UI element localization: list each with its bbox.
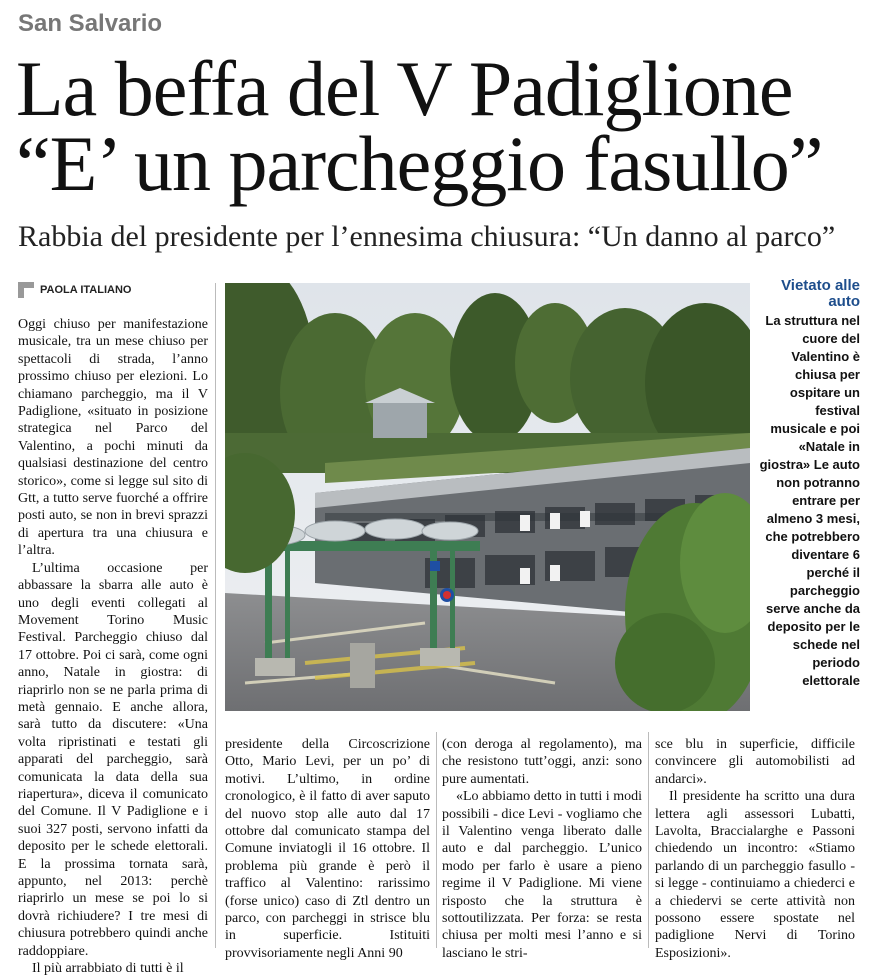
author-name: PAOLA ITALIANO: [40, 284, 132, 296]
article-column-2: [225, 736, 430, 962]
headline-line-2: “E’ un parcheggio fasullo”: [16, 120, 823, 207]
article-column-1: [18, 316, 208, 977]
subheadline: Rabbia del presidente per l’ennesima chiusura: “Un danno al parco”: [18, 220, 836, 253]
article-paragraph: «Lo abbiamo detto in tutti i modi possibili - dice Levi - vogliamo che il Valentino venga liberato dalle auto e dal parcheggio. L’unico modo per farlo è usare a pieno regime il V Padiglione. Mi viene risposto che la struttura è sottoutilizzata. Per forza: se resta chiusa per molti mesi l’anno e si lasciano le stri-: [442, 789, 642, 961]
article-paragraph: Il più arrabbiato di tutti è il: [32, 961, 184, 977]
section-kicker: San Salvario: [18, 10, 163, 37]
byline: [18, 282, 131, 298]
article-paragraph: Il presidente ha scritto una dura lettera agli assessori Lubatti, Lavolta, Braccialarghe e Passoni chiedendo un incontro: «Stiamo parlando di un parcheggio fasullo - si legge - continuiamo a chiederci e a chiedervi se certe attività non possono essere spostate nel padiglione Nervi di Torino Esposizioni».: [655, 789, 855, 961]
byline-corner-icon: [18, 282, 34, 298]
article-column-3: [442, 736, 642, 962]
article-paragraph: sce blu in superficie, difficile convincere gli automobilisti ad andarci».: [655, 737, 855, 787]
article-paragraph: L’ultima occasione per abbassare la sbarra alle auto è uno degli eventi collegati al Movement Torino Music Festival. Parcheggio chiuso dal 17 ottobre. Poi ci sarà, come ogni anno, Natale in giostra: di riaprirlo non se ne parla prima di metà gennaio. E anche allora, sarà tutto da discutere: «Una volta ripristinati e testati gli apparati del parcheggio, sarà comunicata la data della sua riapertura», diceva il comunicato del Comune. Il V Padiglione e i suoi 327 posti, servono infatti da deposito per le schede elettorali. E la prossima tornata sarà, appunto, nel 2013: perchè riaprirlo un mese se poi lo si dovrà richiudere? I tre mesi di chiusura potrebbero quindi anche raddoppiare.: [18, 560, 208, 959]
column-divider: [436, 732, 437, 948]
article-paragraph: (con deroga al regolamento), ma che resistono tutt’oggi, anzi: sono pure aumentati.: [442, 737, 642, 787]
article-paragraph: Oggi chiuso per manifestazione musicale, tra un mese chiuso per spettacoli di strada, l’anno prossimo chiuso per elezioni. Lo chiamano parcheggio, ma il V Padiglione, «situato in posizione strategica nel Parco del Valentino, a pochi minuti da qualsiasi destinazione del centro storico», come si legge sul sito di Gtt, a tutto serve fuorché a offrire posti auto, se non in brevi sprazzi di apertura tra una chiusura e l’altra.: [18, 317, 208, 559]
column-divider: [648, 732, 649, 948]
column-divider: [215, 283, 216, 948]
photo-caption: [758, 278, 860, 690]
caption-title: Vietato alle auto: [781, 277, 860, 310]
article-column-4: [655, 736, 855, 962]
headline-line-1: La beffa del V Padiglione: [16, 45, 793, 132]
parking-photo: [225, 283, 750, 711]
article-paragraph: presidente della Circoscrizione Otto, Mario Levi, per un po’ di motivi. L’ultimo, in ordine cronologico, è il fatto di aver saputo del nuovo stop alle auto dal 17 ottobre dal comunicato stampa del Comune inviatogli il 16 ottobre. Il problema più grande è però il traffico al Valentino: rarissimo (forse unico) caso di Ztl dentro un parco, con parcheggi in strisce blu in superficie. Istituiti provvisoriamente negli Anni 90: [225, 737, 430, 961]
caption-body: La struttura nel cuore del Valentino è chiusa per ospitare un festival musicale e poi «Natale in giostra» Le auto non potranno entrare per almeno 3 mesi, che potrebbero diventare 6 perché il parcheggio serve anche da deposito per le schede nel periodo elettorale: [759, 313, 860, 688]
